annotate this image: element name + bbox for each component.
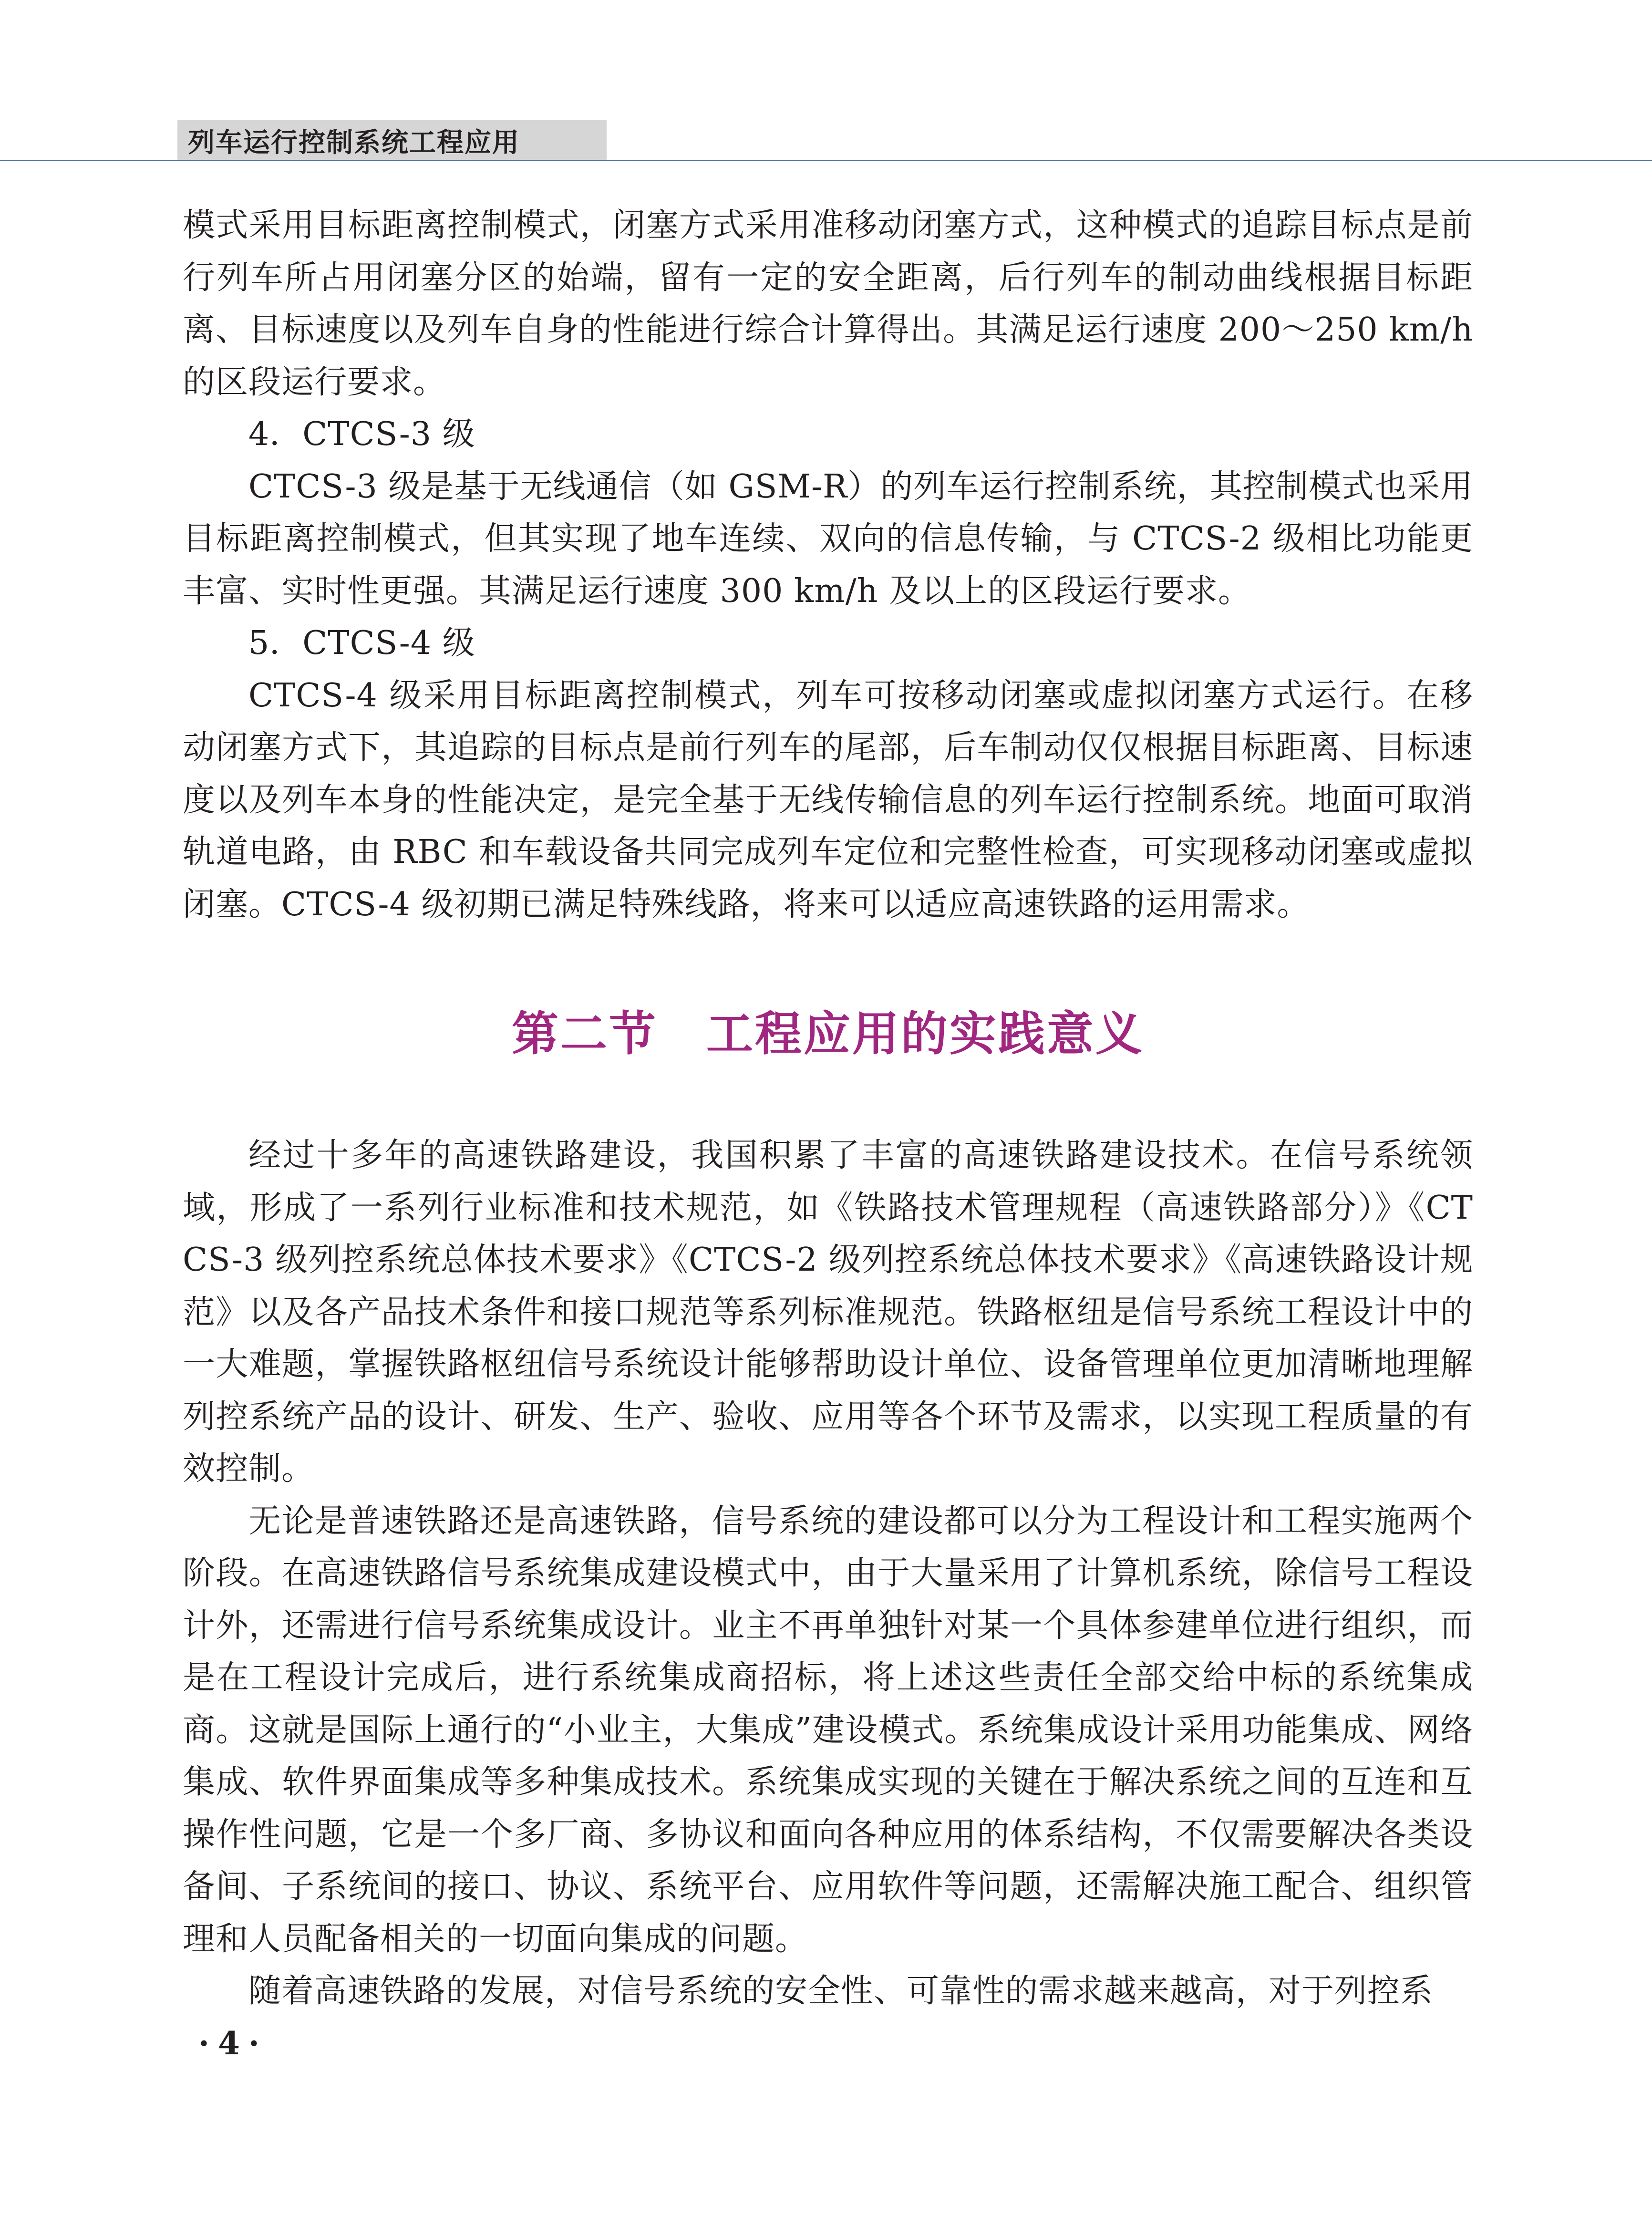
- subheading-ctcs4: 5．CTCS-4 级: [248, 624, 475, 662]
- running-header-title: 列车运行控制系统工程应用: [188, 127, 520, 158]
- header-rule: [0, 160, 1652, 161]
- paragraph-section-3: 随着高速铁路的发展，对信号系统的安全性、可靠性的需求越来越高，对于列控系: [248, 1972, 1434, 2010]
- paragraph-ctcs4: CTCS-4 级采用目标距离控制模式，列车可按移动闭塞或虚拟闭塞方式运行。在移动闭塞方式下，其追踪的目标点是前行列车的尾部，后车制动仅仅根据目标距离、目标速度以及列车本身的性能决定，是完全基于无线传输信息的列车运行控制系统。地面可取消轨道电路，由 RBC 和车载设备共同完成列车定位和完整性检查，可实现移动闭塞或虚拟闭塞。CTCS-4 级初期已满足特殊线路，将来可以适应高速铁路的运用需求。: [183, 676, 1473, 923]
- body-text: [183, 199, 1473, 2018]
- subheading-ctcs3: 4．CTCS-3 级: [248, 415, 475, 453]
- section-title: 第二节 工程应用的实践意义: [511, 1007, 1144, 1061]
- paragraph-ctcs3: CTCS-3 级是基于无线通信（如 GSM-R）的列车运行控制系统，其控制模式也采用目标距离控制模式，但其实现了地车连续、双向的信息传输，与 CTCS-2 级相比功能更丰富、实时性更强。其满足运行速度 300 km/h 及以上的区段运行要求。: [183, 467, 1473, 610]
- paragraph-intro: 模式采用目标距离控制模式，闭塞方式采用准移动闭塞方式，这种模式的追踪目标点是前行列车所占用闭塞分区的始端，留有一定的安全距离，后行列车的制动曲线根据目标距离、目标速度以及列车自身的性能进行综合计算得出。其满足运行速度 200～250 km/h的区段运行要求。: [183, 207, 1473, 401]
- running-header: [177, 120, 607, 161]
- paragraph-section-1: 经过十多年的高速铁路建设，我国积累了丰富的高速铁路建设技术。在信号系统领域，形成了一系列行业标准和技术规范，如《铁路技术管理规程（高速铁路部分）》《CTCS-3 级列控系统总体技术要求》《CTCS-2 级列控系统总体技术要求》《高速铁路设计规范》以及各产品技术条件和接口规范等系列标准规范。铁路枢纽是信号系统工程设计中的一大难题，掌握铁路枢纽信号系统设计能够帮助设计单位、设备管理单位更加清晰地理解列控系统产品的设计、研发、生产、验收、应用等各个环节及需求，以实现工程质量的有效控制。: [183, 1137, 1473, 1488]
- page-number: ·4·: [198, 2025, 268, 2062]
- paragraph-section-2: 无论是普速铁路还是高速铁路，信号系统的建设都可以分为工程设计和工程实施两个阶段。在高速铁路信号系统集成建设模式中，由于大量采用了计算机系统，除信号工程设计外，还需进行信号系统集成设计。业主不再单独针对某一个具体参建单位进行组织，而是在工程设计完成后，进行系统集成商招标，将上述这些责任全部交给中标的系统集成商。这就是国际上通行的“小业主，大集成”建设模式。系统集成设计采用功能集成、网络集成、软件界面集成等多种集成技术。系统集成实现的关键在于解决系统之间的互连和互操作性问题，它是一个多厂商、多协议和面向各种应用的体系结构，不仅需要解决各类设备间、子系统间的接口、协议、系统平台、应用软件等问题，还需解决施工配合、组织管理和人员配备相关的一切面向集成的问题。: [183, 1502, 1473, 1958]
